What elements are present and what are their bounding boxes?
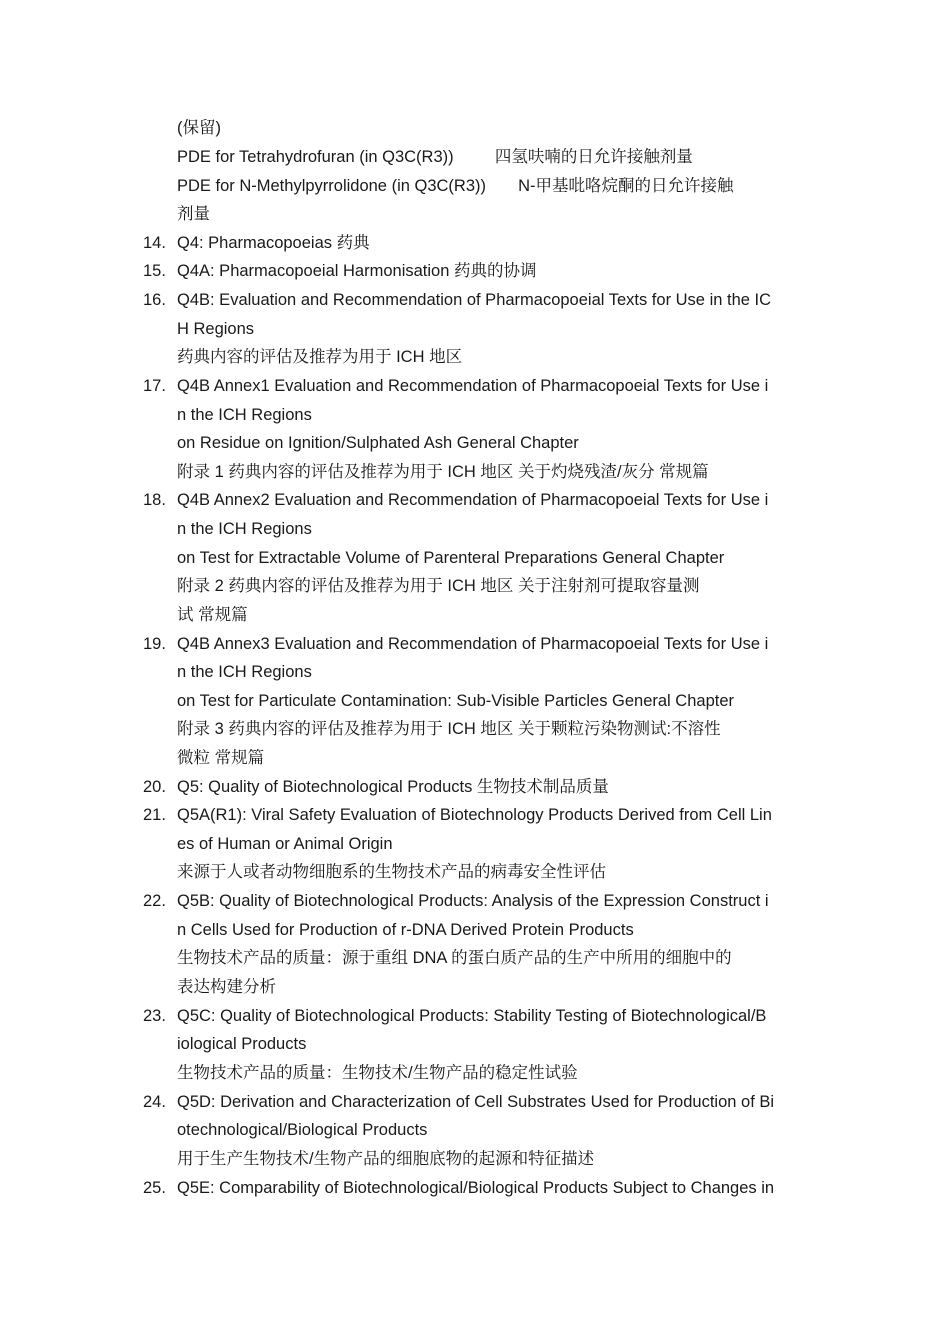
item-line: 附录 2 药典内容的评估及推荐为用于 ICH 地区 关于注射剂可提取容量测: [177, 577, 700, 595]
item-line: 微粒 常规篇: [177, 749, 265, 767]
item-line: Q5B: Quality of Biotechnological Products: Analysis of the Expression Construct i: [177, 892, 769, 910]
item-line: Q5C: Quality of Biotechnological Products: Stability Testing of Biotechnological/B: [177, 1007, 767, 1025]
intro-line: 剂量: [177, 205, 210, 223]
item-line: 药典内容的评估及推荐为用于 ICH 地区: [177, 348, 463, 366]
item-number: 14.: [143, 234, 166, 252]
item-line: n the ICH Regions: [177, 406, 312, 424]
intro-line: PDE for Tetrahydrofuran (in Q3C(R3)) 四氢呋喃的日允许接触剂量: [177, 148, 693, 166]
item-line: iological Products: [177, 1035, 307, 1053]
item-number: 22.: [143, 892, 166, 910]
item-number: 19.: [143, 635, 166, 653]
item-line: on Residue on Ignition/Sulphated Ash General Chapter: [177, 434, 579, 452]
item-number: 16.: [143, 291, 166, 309]
item-number: 17.: [143, 377, 166, 395]
item-line: otechnological/Biological Products: [177, 1121, 428, 1139]
intro-line: (保留): [177, 119, 221, 137]
item-line: Q4: Pharmacopoeias 药典: [177, 234, 370, 252]
item-line: es of Human or Animal Origin: [177, 835, 393, 853]
item-line: Q4B Annex3 Evaluation and Recommendation of Pharmacopoeial Texts for Use i: [177, 635, 769, 653]
item-line: 来源于人或者动物细胞系的生物技术产品的病毒安全性评估: [177, 863, 606, 881]
item-number: 18.: [143, 491, 166, 509]
item-number: 15.: [143, 262, 166, 280]
item-line: 表达构建分析: [177, 978, 276, 996]
item-line: n the ICH Regions: [177, 520, 312, 538]
item-line: 试 常规篇: [177, 606, 248, 624]
item-number: 25.: [143, 1179, 166, 1197]
item-number: 24.: [143, 1093, 166, 1111]
item-line: Q5: Quality of Biotechnological Products 生物技术制品质量: [177, 778, 609, 796]
item-line: n Cells Used for Production of r-DNA Derived Protein Products: [177, 921, 634, 939]
item-line: on Test for Extractable Volume of Parenteral Preparations General Chapter: [177, 549, 725, 567]
intro-line: PDE for N-Methylpyrrolidone (in Q3C(R3)) N-甲基吡咯烷酮的日允许接触: [177, 177, 734, 195]
item-line: 附录 3 药典内容的评估及推荐为用于 ICH 地区 关于颗粒污染物测试:不溶性: [177, 720, 721, 738]
item-line: Q5A(R1): Viral Safety Evaluation of Biotechnology Products Derived from Cell Lin: [177, 806, 772, 824]
item-line: on Test for Particulate Contamination: Sub-Visible Particles General Chapter: [177, 692, 735, 710]
item-line: Q5E: Comparability of Biotechnological/Biological Products Subject to Changes in: [177, 1179, 775, 1197]
item-line: 生物技术产品的质量：生物技术/生物产品的稳定性试验: [177, 1064, 578, 1082]
item-line: Q4A: Pharmacopoeial Harmonisation 药典的协调: [177, 262, 537, 280]
item-line: n the ICH Regions: [177, 663, 312, 681]
item-line: Q4B Annex2 Evaluation and Recommendation of Pharmacopoeial Texts for Use i: [177, 491, 769, 509]
item-line: Q5D: Derivation and Characterization of Cell Substrates Used for Production of Bi: [177, 1093, 775, 1111]
item-number: 23.: [143, 1007, 166, 1025]
item-line: 用于生产生物技术/生物产品的细胞底物的起源和特征描述: [177, 1150, 595, 1168]
item-line: Q4B: Evaluation and Recommendation of Pharmacopoeial Texts for Use in the IC: [177, 291, 772, 309]
item-line: H Regions: [177, 320, 255, 338]
item-line: 生物技术产品的质量：源于重组 DNA 的蛋白质产品的生产中所用的细胞中的: [177, 949, 732, 967]
item-line: Q4B Annex1 Evaluation and Recommendation of Pharmacopoeial Texts for Use i: [177, 377, 769, 395]
item-line: 附录 1 药典内容的评估及推荐为用于 ICH 地区 关于灼烧残渣/灰分 常规篇: [177, 463, 709, 481]
item-number: 20.: [143, 778, 166, 796]
item-number: 21.: [143, 806, 166, 824]
